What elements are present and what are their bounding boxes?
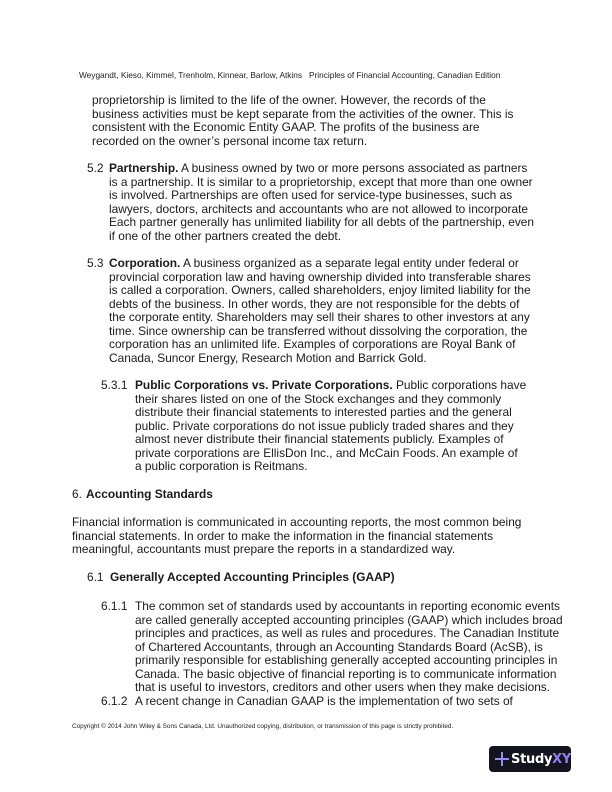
text-line: provincial corporation law and having ownership divided into transferable shares <box>109 270 531 284</box>
text-line: their shares listed on one of the Stock exchanges and they commonly <box>135 392 502 406</box>
text-line: Canada. The basic objective of financial reporting is to communicate information <box>135 667 557 681</box>
text-span: Public corporations have <box>392 378 527 392</box>
text-line: is involved. Partnerships are often used for service-type businesses, such as <box>109 188 513 202</box>
text-line: business activities must be kept separate from the activities of the owner. This is <box>92 107 514 121</box>
text-line: A recent change in Canadian GAAP is the implementation of two sets of <box>135 694 513 708</box>
text-line: debts of the business. In other words, they are not responsible for the debts of <box>109 297 520 311</box>
text-line <box>135 379 526 393</box>
plus-icon <box>495 752 505 766</box>
section-number: 6. <box>72 487 82 501</box>
section-number: 5.3.1 <box>101 378 128 392</box>
section-title <box>86 488 213 502</box>
brand-name <box>511 752 571 767</box>
text-line: distribute their financial statements to interested parties and the general <box>135 405 512 419</box>
studyxy-badge[interactable] <box>489 746 571 772</box>
brand-main: Study <box>511 751 553 767</box>
section-title <box>110 571 395 585</box>
section-number: 6.1.1 <box>101 599 128 613</box>
text-line: consistent with the Economic Entity GAAP. The profits of the business are <box>92 120 480 134</box>
text-line: private corporations are EllisDon Inc., and McCain Foods. An example of <box>135 446 518 460</box>
header-book-title: Principles of Financial Accounting, Canadian Edition <box>308 70 501 80</box>
text-line: Each partner generally has unlimited liability for all debts of the partnership, even <box>109 215 534 229</box>
text-line <box>109 257 519 271</box>
brand-accent: XY <box>552 751 571 767</box>
text-span: A business organized as a separate legal entity under federal or <box>180 256 519 270</box>
text-line: The common set of standards used by accountants in reporting economic events <box>135 599 560 613</box>
text-line: financial statements. In order to make the information in the financial statements <box>72 529 494 543</box>
section-number: 6.1 <box>87 570 104 584</box>
text-line: is called a corporation. Owners, called shareholders, enjoy limited liability for the <box>109 283 531 297</box>
text-line: recorded on the owner’s personal income tax return. <box>92 134 368 148</box>
text-line: meaningful, accountants must prepare the reports in a standardized way. <box>72 542 456 556</box>
section-title: Partnership. <box>109 161 179 175</box>
text-line: are called generally accepted accounting principles (GAAP) which includes broad <box>135 613 563 627</box>
text-line: public. Private corporations do not issue publicly traded shares and they <box>135 419 514 433</box>
text-line: Canada, Suncor Energy, Research Motion and Barrick Gold. <box>109 351 427 365</box>
text-line: almost never distribute their financial statements publicly. Examples of <box>135 432 504 446</box>
running-header <box>79 70 500 80</box>
text-line: corporation has an unlimited life. Examples of corporations are Royal Bank of <box>109 337 516 351</box>
text-line: is a partnership. It is similar to a proprietorship, except that more than one owner <box>109 175 533 189</box>
text-line: proprietorship is limited to the life of the owner. However, the records of the <box>92 93 486 107</box>
section-title-text: Generally Accepted Accounting Principles (GAAP) <box>110 570 395 584</box>
copyright-notice: Copyright © 2014 John Wiley & Sons Canada, Ltd. Unauthorized copying, distribution, or transmission of this page is strictly prohibited. <box>72 723 454 730</box>
header-authors: Weygandt, Kieso, Kimmel, Trenholm, Kinnear, Barlow, Atkins <box>79 70 303 80</box>
text-line: that is useful to investors, creditors and other users when they make decisions. <box>135 680 551 694</box>
section-number: 5.3 <box>87 256 104 270</box>
text-line: lawyers, doctors, architects and accountants who are not allowed to incorporate <box>109 202 529 216</box>
text-line: if one of the other partners created the debt. <box>109 229 342 243</box>
text-line: time. Since ownership can be transferred without dissolving the corporation, the <box>109 324 528 338</box>
text-line: Financial information is communicated in accounting reports, the most common being <box>72 515 522 529</box>
text-line: a public corporation is Reitmans. <box>135 459 308 473</box>
text-span: A business owned by two or more persons associated as partners <box>178 161 528 175</box>
section-number: 5.2 <box>87 161 104 175</box>
text-line: principles and practices, as well as rules and procedures. The Canadian Institute <box>135 626 560 640</box>
section-title: Public Corporations vs. Private Corporations. <box>135 378 393 392</box>
section-title-text: Accounting Standards <box>86 487 213 501</box>
text-line: of Chartered Accountants, through an Accounting Standards Board (AcSB), is <box>135 640 543 654</box>
text-line <box>109 162 527 176</box>
section-title: Corporation. <box>109 256 181 270</box>
section-number: 6.1.2 <box>101 694 128 708</box>
text-line: primarily responsible for establishing generally accepted accounting principles in <box>135 653 558 667</box>
text-line: the corporate entity. Shareholders may sell their shares to other investors at any <box>109 310 530 324</box>
